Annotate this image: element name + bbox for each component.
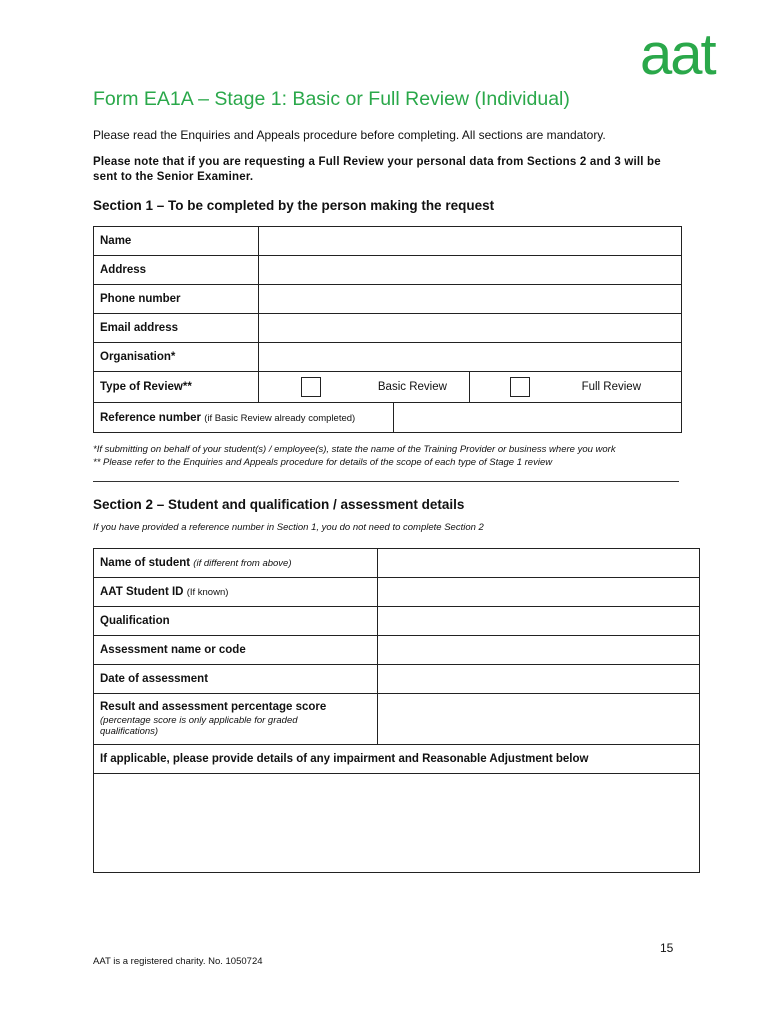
review-type-label: Type of Review** [94,372,259,403]
name-field[interactable] [258,227,681,256]
section2-heading: Section 2 – Student and qualification / assessment details [93,497,465,512]
basic-review-label: Basic Review [377,381,447,394]
email-label: Email address [94,314,259,343]
reference-field[interactable] [394,403,682,433]
full-review-checkbox[interactable] [510,377,530,397]
address-label: Address [94,256,259,285]
result-field[interactable] [377,694,699,745]
student-name-label-cell [94,549,378,578]
organisation-field[interactable] [258,343,681,372]
page-number: 15 [660,941,674,955]
form-title: Form EA1A – Stage 1: Basic or Full Review (Individual) [93,88,570,110]
section1-footnotes [93,444,616,469]
date-field[interactable] [377,665,699,694]
student-id-field[interactable] [377,578,699,607]
result-label: Result and assessment percentage score [100,701,327,713]
phone-field[interactable] [258,285,681,314]
section2-note: If you have provided a reference number in Section 1, you do not need to complete Section 2 [93,522,484,533]
intro-text: Please read the Enquiries and Appeals procedure before completing. All sections are mandatory. [93,128,606,142]
email-field[interactable] [258,314,681,343]
aat-logo [640,30,750,80]
data-note: Please note that if you are requesting a Full Review your personal data from Sections 2 and 3 will be sent to the Senior Examiner. [93,156,661,183]
section-divider [93,481,679,482]
charity-note: AAT is a registered charity. No. 1050724 [93,956,263,967]
result-hint: (percentage score is only applicable for graded qualifications) [100,715,298,737]
footnote-1: *If submitting on behalf of your student(s) / employee(s), state the name of the Training Provider or business where you work [93,444,616,455]
student-name-label: Name of student [100,557,191,569]
impairment-field[interactable] [94,774,700,873]
basic-review-option[interactable] [258,372,470,403]
phone-label: Phone number [94,285,259,314]
reference-label-cell [94,403,394,433]
basic-review-checkbox[interactable] [301,377,321,397]
reference-hint: (if Basic Review already completed) [204,412,356,424]
section1-table [93,226,682,433]
full-review-label: Full Review [581,381,641,394]
student-id-label: AAT Student ID [100,586,184,598]
student-id-label-cell [94,578,378,607]
student-name-field[interactable] [377,549,699,578]
qualification-label: Qualification [94,607,378,636]
section1-heading: Section 1 – To be completed by the person making the request [93,198,495,213]
reference-label: Reference number [100,411,201,424]
footnote-2: ** Please refer to the Enquiries and Appeals procedure for details of the scope of each type of Stage 1 review [93,456,553,468]
aat-logo-text: aat [640,30,715,80]
full-review-option[interactable] [470,372,682,403]
assessment-field[interactable] [377,636,699,665]
section2-table [93,548,700,873]
qualification-field[interactable] [377,607,699,636]
result-label-cell [94,694,378,745]
organisation-label: Organisation* [94,343,259,372]
student-name-hint: (if different from above) [193,558,292,569]
assessment-label: Assessment name or code [94,636,378,665]
date-label: Date of assessment [94,665,378,694]
address-field[interactable] [258,256,681,285]
impairment-label: If applicable, please provide details of any impairment and Reasonable Adjustment below [94,745,700,774]
student-id-hint: (If known) [186,587,229,598]
name-label: Name [94,227,259,256]
